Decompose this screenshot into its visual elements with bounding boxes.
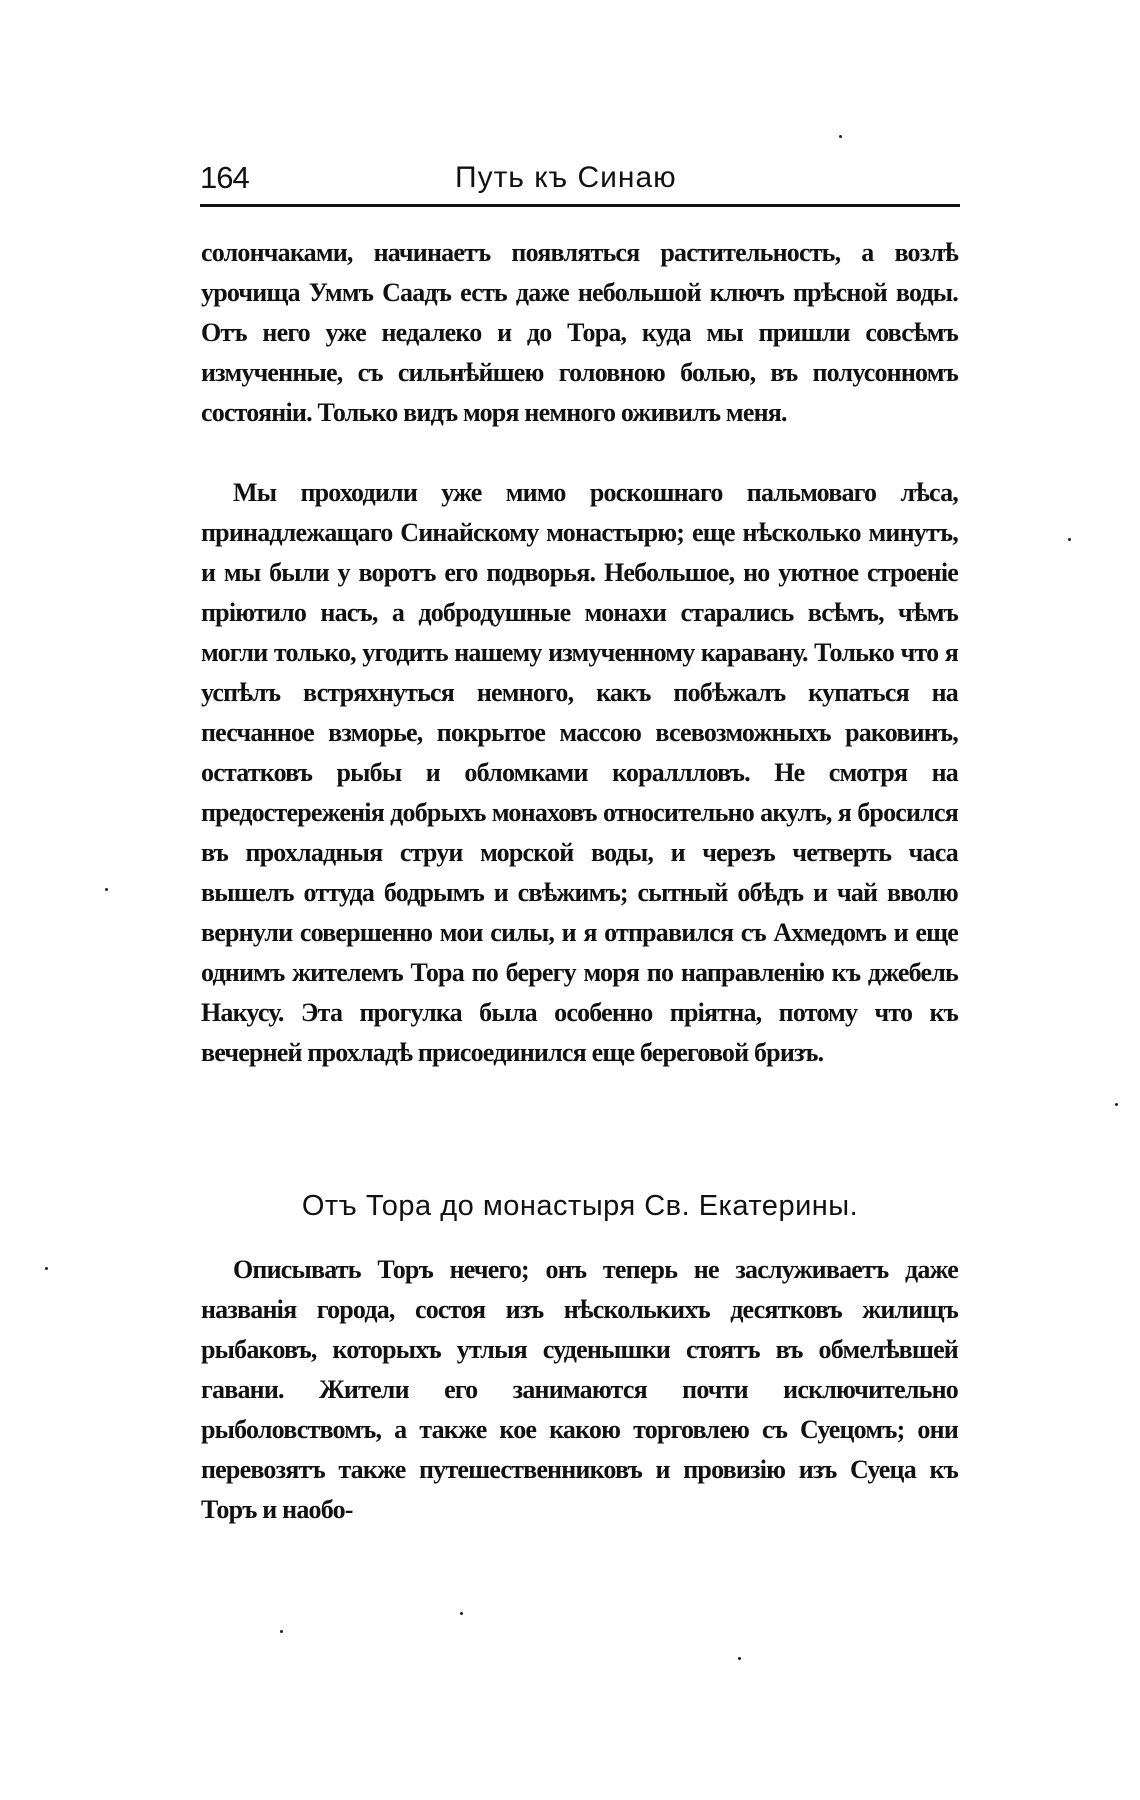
page-header: [200, 160, 958, 200]
paragraph-continuation: солончаками, начинаетъ появляться растительность, а возлѣ урочища Уммъ Саадъ есть даже небольшой ключъ прѣсной воды. Отъ него уже недалеко и до Тора, куда мы пришли совсѣмъ измученные, съ сильнѣйшею головною болью, въ полусонномъ состояніи. Только видъ моря немного оживилъ меня.: [201, 238, 958, 427]
paragraph: Мы проходили уже мимо роскошнаго пальмоваго лѣса, принадлежащаго Синайскому монастырю; еще нѣсколько минутъ, и мы были у воротъ его подворья. Небольшое, но уютное строеніе пріютило насъ, а добродушные монахи старались всѣмъ, чѣмъ могли только, угодить нашему измученному каравану. Только что я успѣлъ встряхнуться немного, какъ побѣжалъ купаться на песчанное взморье, покрытое массою всевозможныхъ раковинъ, остатковъ рыбы и обломками кораллловъ. Не смотря на предостереженія добрыхъ монаховъ относительно акулъ, я бросился въ прохладныя струи морской воды, и черезъ четверть часа вышелъ оттуда бодрымъ и свѣжимъ; сытный обѣдъ и чай вволю вернули совершенно мои силы, и я отправился съ Ахмедомъ и еще однимъ жителемъ Тора по берегу моря по направленію къ джебель Накусу. Эта прогулка была особенно пріятна, потому что къ вечерней прохладѣ присоединился еще береговой бризъ.: [201, 478, 958, 1067]
print-speck: [280, 1630, 283, 1633]
header-rule: [200, 204, 960, 207]
print-speck: [460, 1612, 463, 1615]
page-number: 164: [200, 160, 249, 195]
section-heading: Отъ Тора до монастыря Св. Екатерины.: [301, 1190, 859, 1222]
print-speck: [1115, 1103, 1118, 1106]
print-speck: [105, 888, 108, 891]
print-speck: [738, 1657, 741, 1660]
print-speck: [1068, 538, 1071, 541]
print-speck: [45, 1267, 48, 1270]
paragraph: Описывать Торъ нечего; онъ теперь не заслуживаетъ даже названія города, состоя изъ нѣсколькихъ десятковъ жилищъ рыбаковъ, которыхъ утлыя суденышки стоятъ въ обмелѣвшей гавани. Жители его занимаются почти исключительно рыболовствомъ, а также кое какою торговлею съ Суецомъ; они перевозятъ также путешественниковъ и провизію изъ Суеца къ Торъ и наобо-: [201, 1255, 958, 1524]
print-speck: [839, 135, 842, 138]
running-title: Путь къ Синаю: [455, 161, 677, 194]
